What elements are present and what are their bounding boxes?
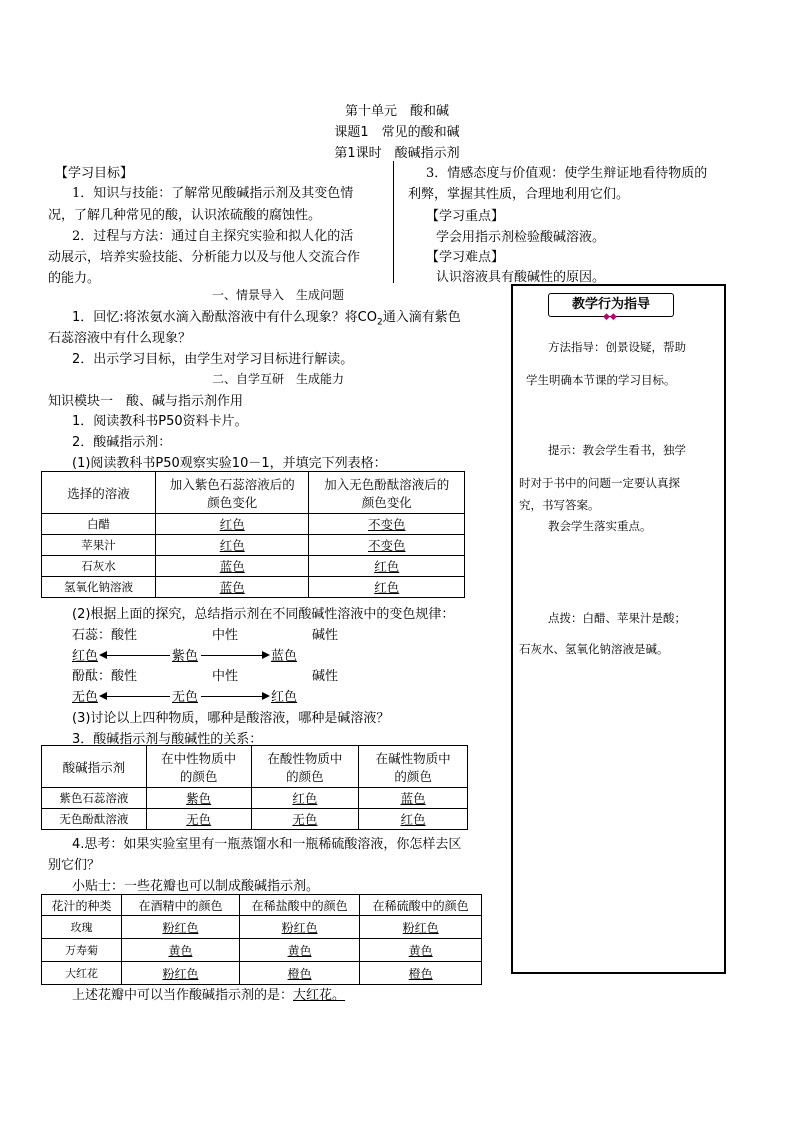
- guide-hint-line-1: 提示：教会学生看书，独学: [548, 443, 686, 457]
- step-3: 3．酸碱指示剂与酸碱性的关系：: [72, 732, 263, 747]
- table-row: 苹果汁 红色 不变色: [42, 535, 465, 556]
- column-divider: [393, 161, 394, 283]
- flower-indicator-table: [41, 894, 482, 985]
- header-litmus: 加入紫色石蕊溶液后的 颜色变化: [155, 472, 309, 514]
- conclusion-answer: 大红花。: [293, 988, 346, 1003]
- table-row: 氢氧化钠溶液 蓝色 红色: [42, 577, 465, 598]
- litmus-neutral-color: 紫色: [172, 649, 199, 664]
- objective-line-1: 1．知识与技能：了解常见酸碱指示剂及其变色情: [72, 186, 354, 201]
- arrow-right-icon: [262, 692, 270, 700]
- indicator-relation-table: [41, 745, 468, 830]
- conclusion-prefix: 上述花瓣中可以当作酸碱指示剂的是：: [72, 988, 294, 1003]
- table-row: 玫瑰 粉红色 粉红色 粉红色: [42, 916, 482, 939]
- objectives-heading: 【学习目标】: [55, 166, 134, 181]
- header-h2so4: 在稀硫酸中的颜色: [360, 895, 482, 916]
- header-phenol: 加入无色酚酞溶液后的 颜色变化: [309, 472, 465, 514]
- question-1-part-a: 1．回忆:将浓氨水滴入酚酞溶液中有什么现象？将: [72, 310, 358, 325]
- litmus-base-color: 蓝色: [271, 649, 298, 664]
- guide-hint-line-3: 究，书写答案。: [519, 498, 600, 512]
- guide-hint-line-4: 教会学生落实重点。: [548, 519, 652, 533]
- basic-label-2: 碱性: [312, 669, 339, 684]
- objective-line-6: 3．情感态度与价值观：使学生辩证地看待物质的: [426, 166, 708, 181]
- litmus-acid-color: 红色: [72, 649, 99, 664]
- phenol-base-color: 红色: [271, 690, 298, 705]
- arrow-right-icon: [262, 651, 270, 659]
- question-1: [72, 306, 461, 328]
- step-2-2: (2)根据上面的探究，总结指示剂在不同酸碱性溶液中的变色规律：: [72, 607, 455, 622]
- co2-subscript: 2: [376, 317, 383, 328]
- table-row: 白醋 红色 不变色: [42, 514, 465, 535]
- header-base: 在碱性物质中 的颜色: [359, 746, 468, 788]
- objective-line-7: 利弊，掌握其性质，合理地利用它们。: [408, 187, 630, 202]
- header-neutral: 在中性物质中 的颜色: [146, 746, 251, 788]
- lesson-title: 第1课时 酸碱指示剂: [334, 146, 460, 161]
- arrow-line: [201, 696, 263, 697]
- header-acid: 在酸性物质中 的颜色: [251, 746, 359, 788]
- topic-title: 课题1 常见的酸和碱: [334, 125, 460, 140]
- teaching-guide-title: 教学行为指导: [548, 293, 674, 317]
- guide-hint-line-2: 时对于书中的问题一定要认真探: [519, 476, 680, 490]
- arrow-line: [201, 655, 263, 656]
- table-row: 无色酚酞溶液 无色 无色 红色: [42, 809, 468, 830]
- guide-method-line-1: 方法指导：创景设疑，帮助: [548, 340, 686, 354]
- header-solution: 选择的溶液: [42, 472, 156, 514]
- table-row: 石灰水 蓝色 红色: [42, 556, 465, 577]
- unit-title: 第十单元 酸和碱: [344, 104, 449, 119]
- difficulty-heading: 【学习难点】: [426, 250, 505, 265]
- phenol-acid-color: 无色: [72, 690, 99, 705]
- indicator-experiment-table: [41, 471, 465, 598]
- guide-tip-line-2: 石灰水、氢氧化钠溶液是碱。: [519, 642, 669, 656]
- objective-line-3: 2．过程与方法：通过自主探究实验和拟人化的活: [72, 229, 354, 244]
- header-hcl: 在稀盐酸中的颜色: [239, 895, 360, 916]
- conclusion: [72, 984, 345, 1003]
- table-row: 万寿菊 黄色 黄色 黄色: [42, 939, 482, 962]
- tip-text: 小贴士：一些花瓣也可以制成酸碱指示剂。: [72, 879, 320, 894]
- objective-line-4: 动展示，培养实验技能、分析能力以及与他人交流合作: [48, 250, 361, 265]
- step-2-3: (3)讨论以上四种物质，哪种是酸溶液，哪种是碱溶液？: [72, 711, 390, 726]
- section1-heading: 一、情景导入 生成问题: [212, 288, 345, 302]
- arrow-line: [106, 655, 170, 656]
- objective-line-5: 的能力。: [48, 271, 101, 286]
- section2-heading: 二、自学互研 生成能力: [212, 372, 345, 386]
- question-4-cont: 别它们？: [48, 858, 101, 873]
- question-1-cont: 石蕊溶液中有什么现象？: [48, 331, 192, 346]
- key-points-heading: 【学习重点】: [426, 209, 505, 224]
- basic-label-1: 碱性: [312, 628, 339, 643]
- question-4: 4.思考：如果实验室里有一瓶蒸馏水和一瓶稀硫酸溶液，你怎样去区: [72, 837, 462, 852]
- header-flower: 花汁的种类: [42, 895, 122, 916]
- table-row: 大红花 粉红色 橙色 橙色: [42, 962, 482, 985]
- objective-line-2: 况，了解几种常见的酸，认识浓硫酸的腐蚀性。: [48, 208, 322, 223]
- neutral-label-2: 中性: [212, 669, 239, 684]
- header-alcohol: 在酒精中的颜色: [122, 895, 240, 916]
- header-indicator: 酸碱指示剂: [42, 746, 147, 788]
- co2-formula: CO: [357, 310, 377, 325]
- guide-method-line-2: 学生明确本节课的学习目标。: [526, 373, 676, 387]
- phenol-label: 酚酞：酸性: [72, 669, 138, 684]
- arrow-line: [106, 696, 170, 697]
- question-1-part-b: 通入滴有紫色: [382, 310, 461, 325]
- diamond-ornament-icon: ◆◆: [603, 312, 617, 322]
- difficulty-text: 认识溶液具有酸碱性的原因。: [436, 270, 606, 285]
- knowledge-module-1: 知识模块一 酸、碱与指示剂作用: [48, 394, 244, 409]
- step-2: 2．酸碱指示剂：: [72, 435, 172, 450]
- neutral-label-1: 中性: [212, 628, 239, 643]
- key-points-text: 学会用指示剂检验酸碱溶液。: [436, 230, 606, 245]
- guide-tip-line-1: 点拨：白醋、苹果汁是酸；: [548, 611, 686, 625]
- question-2: 2．出示学习目标，由学生对学习目标进行解读。: [72, 352, 354, 367]
- phenol-neutral-color: 无色: [172, 690, 199, 705]
- litmus-label: 石蕊：酸性: [72, 628, 138, 643]
- step-1: 1．阅读教科书P50资料卡片。: [72, 414, 248, 429]
- table-row: 紫色石蕊溶液 紫色 红色 蓝色: [42, 788, 468, 809]
- step-2-1: (1)阅读教科书P50观察实验10－1，并填完下列表格：: [72, 456, 387, 471]
